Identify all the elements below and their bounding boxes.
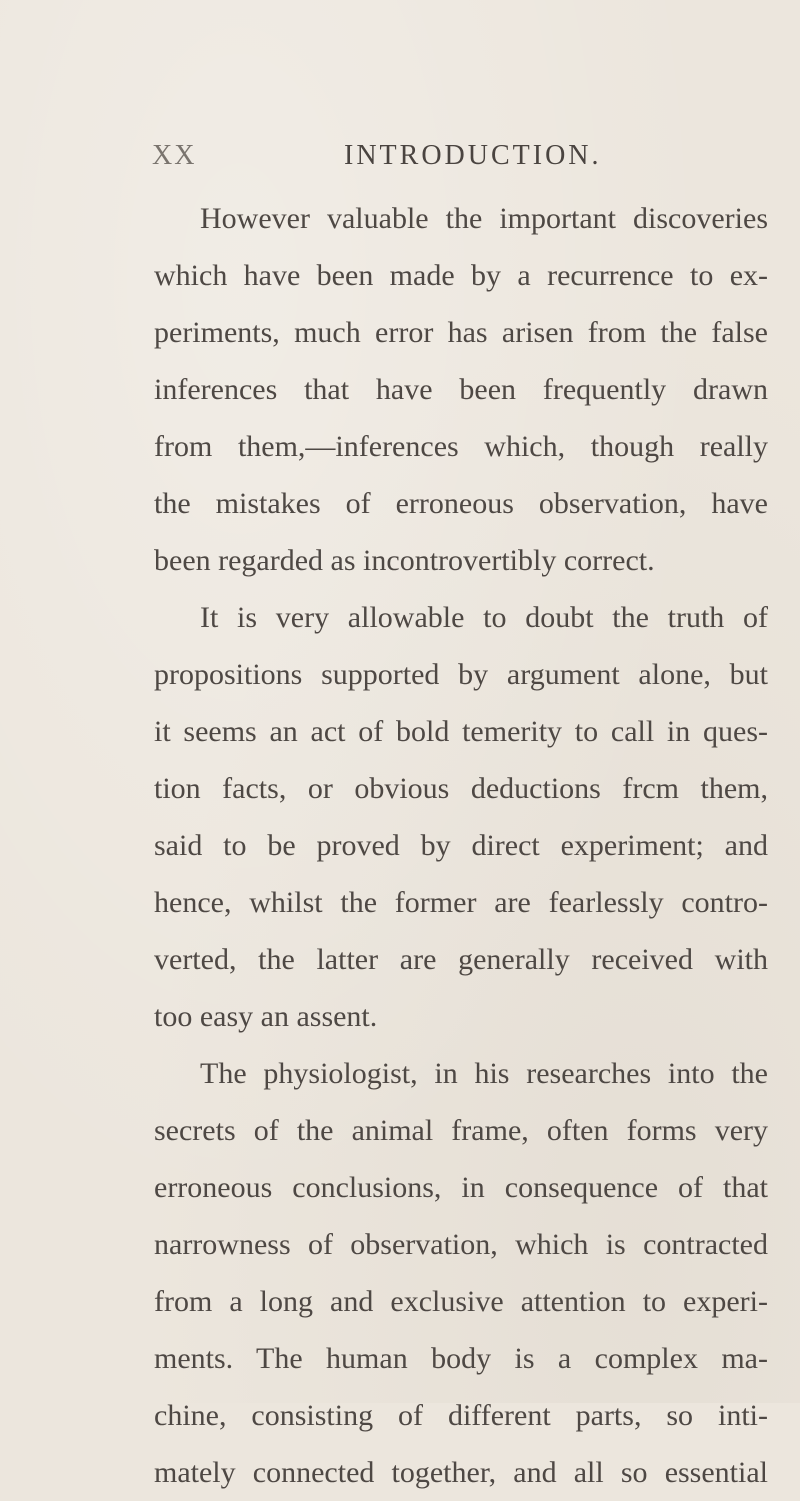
text-line: hence, whilst the former are fearlessly contro-: [154, 886, 768, 919]
text-line: narrowness of observation, which is contracted: [154, 1228, 768, 1261]
text-line: propositions supported by argument alone, but: [154, 658, 768, 691]
text-line: verted, the latter are generally received with: [154, 943, 768, 976]
text-line: from a long and exclusive attention to experi-: [154, 1285, 768, 1318]
text-line: chine, consisting of different parts, so inti-: [154, 1399, 768, 1432]
text-line: the mistakes of erroneous observation, have: [154, 487, 768, 520]
running-head: [152, 140, 712, 180]
text-line: it seems an act of bold temerity to call in ques-: [154, 715, 768, 748]
body-text: [154, 190, 768, 1501]
text-line: from them,—inferences which, though really: [154, 430, 768, 463]
text-line: said to be proved by direct experiment; and: [154, 829, 768, 862]
text-line: inferences that have been frequently drawn: [154, 373, 768, 406]
text-line: However valuable the important discoveries: [200, 202, 768, 235]
text-line: ments. The human body is a complex ma-: [154, 1342, 768, 1375]
text-line: erroneous conclusions, in consequence of that: [154, 1171, 768, 1204]
text-line: tion facts, or obvious deductions frcm them,: [154, 772, 768, 805]
page-number: XX: [152, 140, 197, 171]
text-line: The physiologist, in his researches into the: [200, 1057, 768, 1090]
text-line: which have been made by a recurrence to ex-: [154, 259, 768, 292]
running-head-title: INTRODUCTION.: [344, 140, 602, 171]
text-line: too easy an assent.: [154, 1000, 378, 1033]
text-line: been regarded as incontrovertibly correct.: [154, 544, 655, 577]
text-line: secrets of the animal frame, often forms very: [154, 1114, 768, 1147]
text-line: periments, much error has arisen from the false: [154, 316, 768, 349]
text-line: mately connected together, and all so essential: [154, 1456, 768, 1489]
text-line: It is very allowable to doubt the truth of: [200, 601, 768, 634]
